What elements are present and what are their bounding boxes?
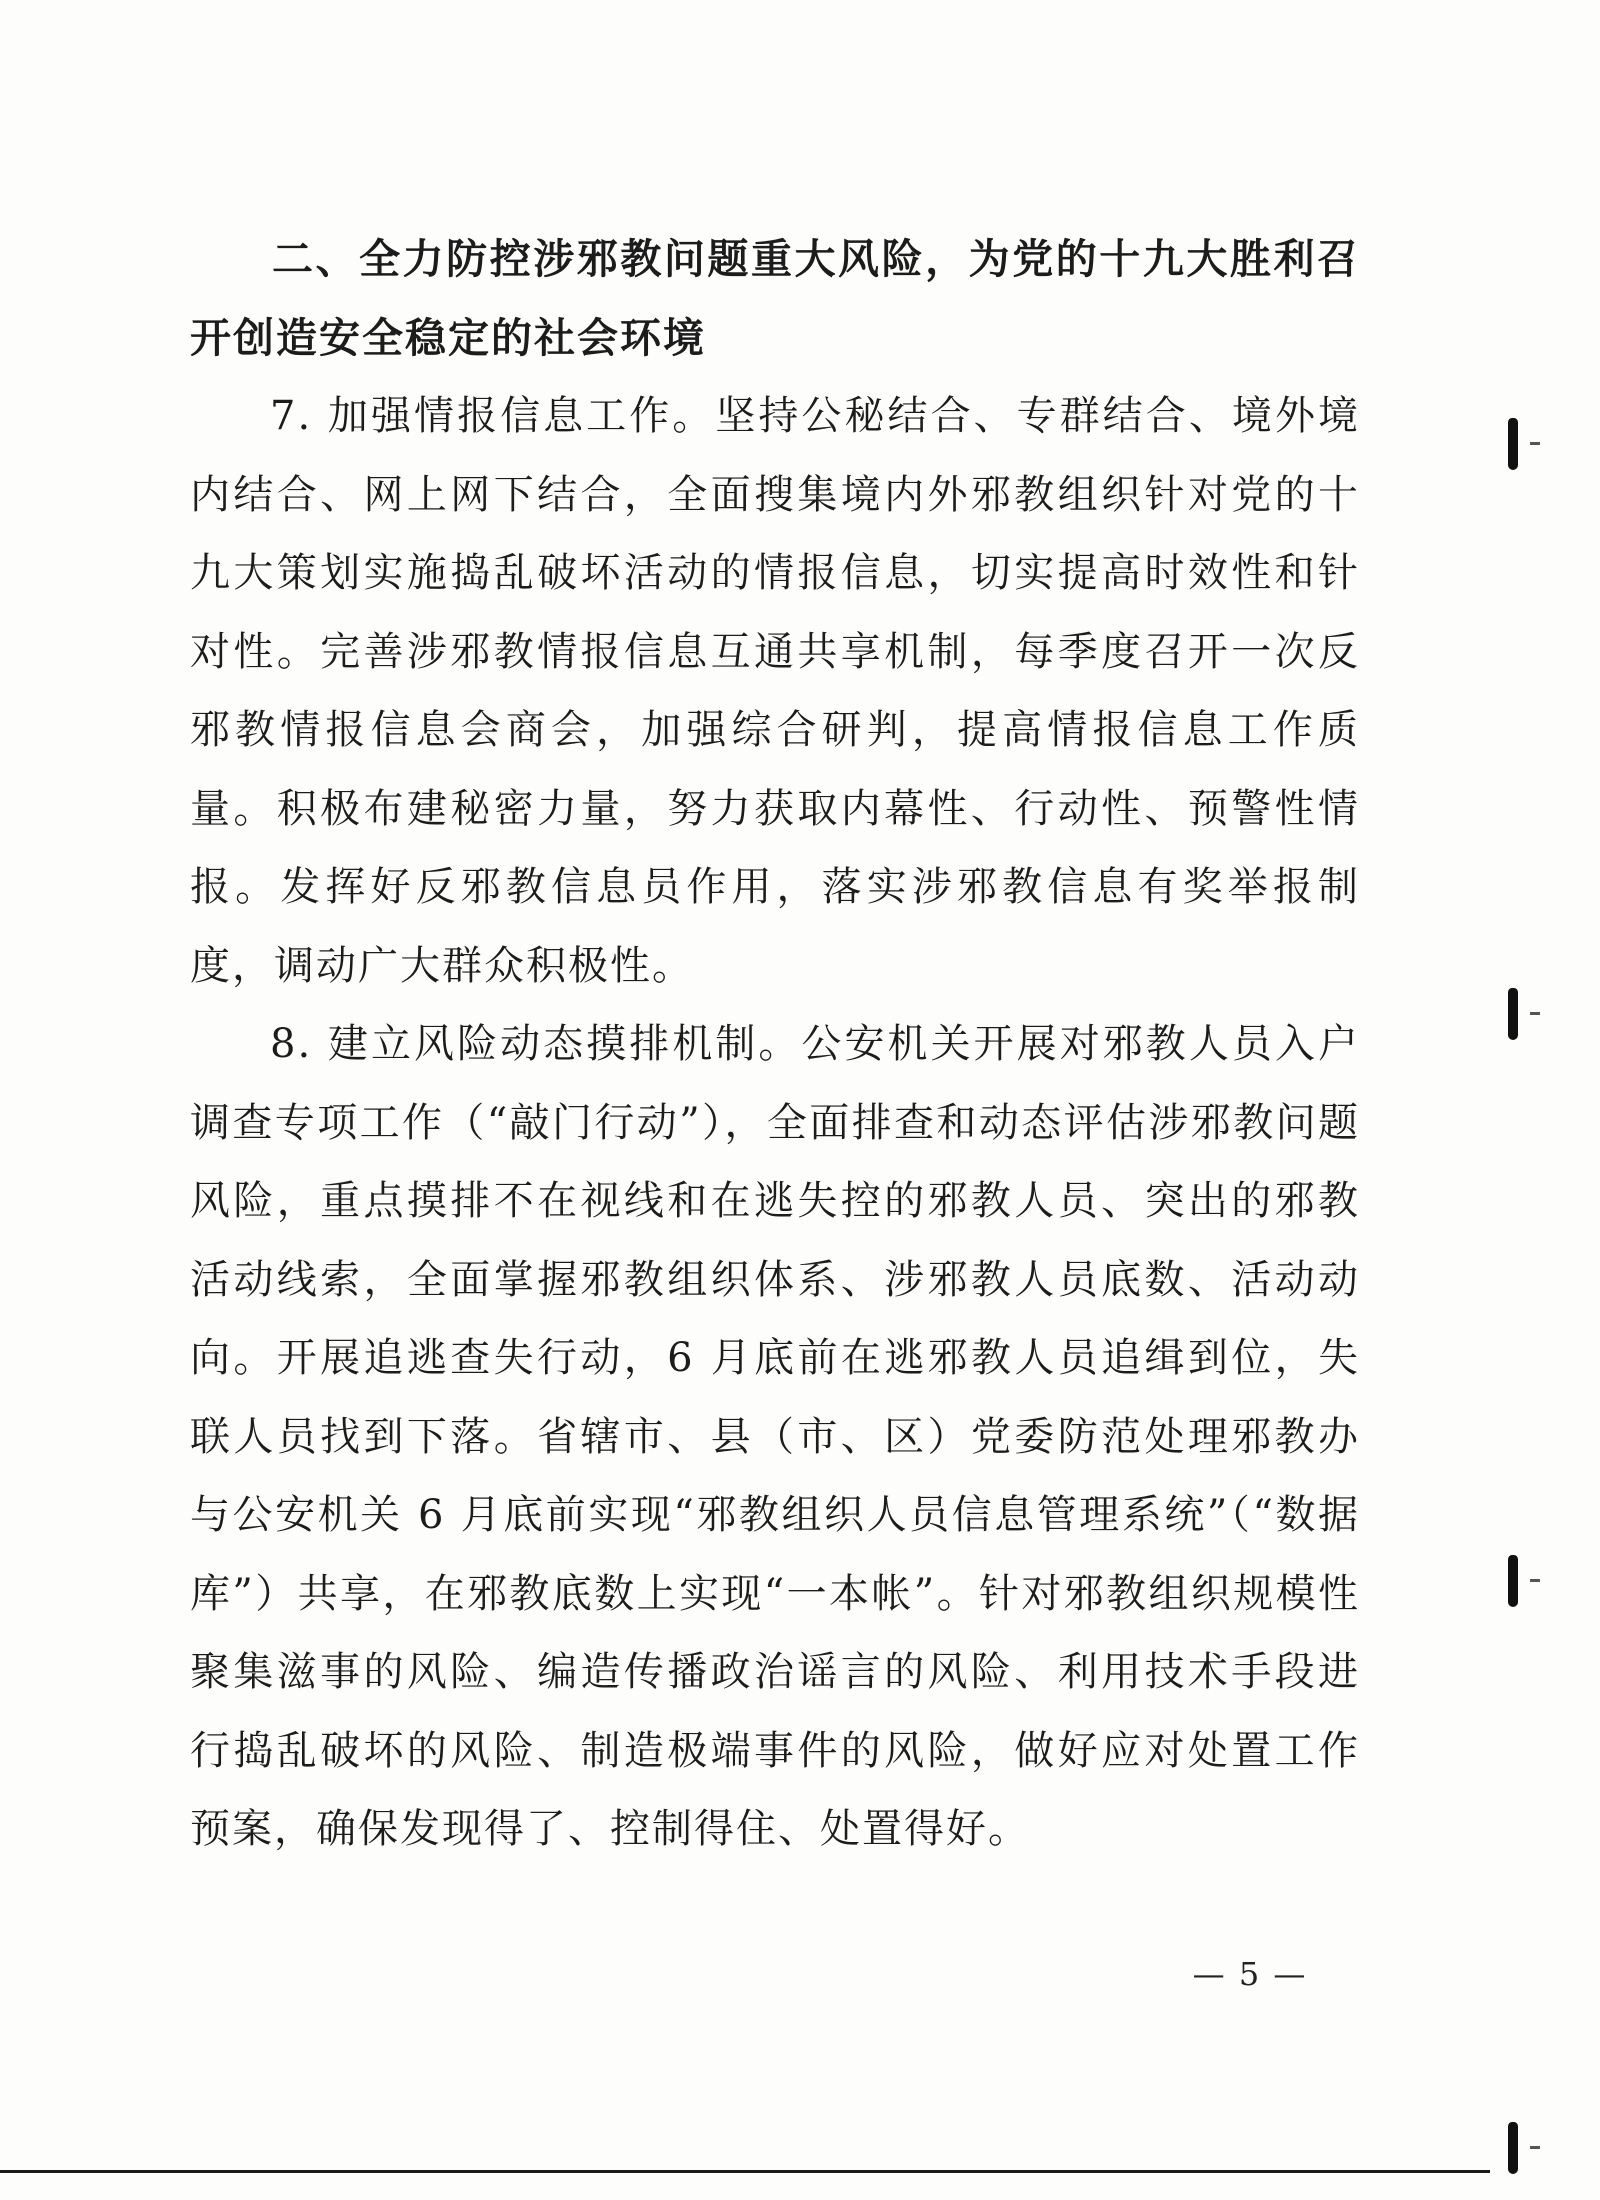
- binding-mark: [1508, 1555, 1518, 1607]
- document-body: [190, 220, 1360, 1869]
- binding-mark: [1508, 2122, 1518, 2174]
- binding-mark: [1508, 988, 1518, 1040]
- section-heading: 二、全力防控涉邪教问题重大风险，为党的十九大胜利召开创造安全稳定的社会环境: [190, 235, 1360, 362]
- paragraph-7: 7. 加强情报信息工作。坚持公秘结合、专群结合、境外境内结合、网上网下结合，全面搜集境内外邪教组织针对党的十九大策划实施捣乱破坏活动的情报信息，切实提高时效性和针对性。完善涉邪教情报信息互通共享机制，每季度召开一次反邪教情报信息会商会，加强综合研判，提高情报信息工作质量。积极布建秘密力量，努力获取内幕性、行动性、预警性情报。发挥好反邪教信息员作用，落实涉邪教信息有奖举报制度，调动广大群众积极性。: [190, 393, 1360, 989]
- paragraph-8: 8. 建立风险动态摸排机制。公安机关开展对邪教人员入户调查专项工作（“敲门行动”），全面排查和动态评估涉邪教问题风险，重点摸排不在视线和在逃失控的邪教人员、突出的邪教活动线索，全面掌握邪教组织体系、涉邪教人员底数、活动动向。开展追逃查失行动，6 月底前在逃邪教人员追缉到位，失联人员找到下落。省辖市、县（市、区）党委防范处理邪教办与公安机关 6 月底前实现“邪教组织人员信息管理系统”（“数据库”）共享，在邪教底数上实现“一本帐”。针对邪教组织规模性聚集滋事的风险、编造传播政治谣言的风险、利用技术手段进行捣乱破坏的风险、制造极端事件的风险，做好应对处置工作预案，确保发现得了、控制得住、处置得好。: [190, 1021, 1360, 1852]
- binding-mark: [1508, 418, 1518, 470]
- bottom-rule: [0, 2170, 1490, 2173]
- page-number: — 5 —: [1192, 1955, 1308, 1993]
